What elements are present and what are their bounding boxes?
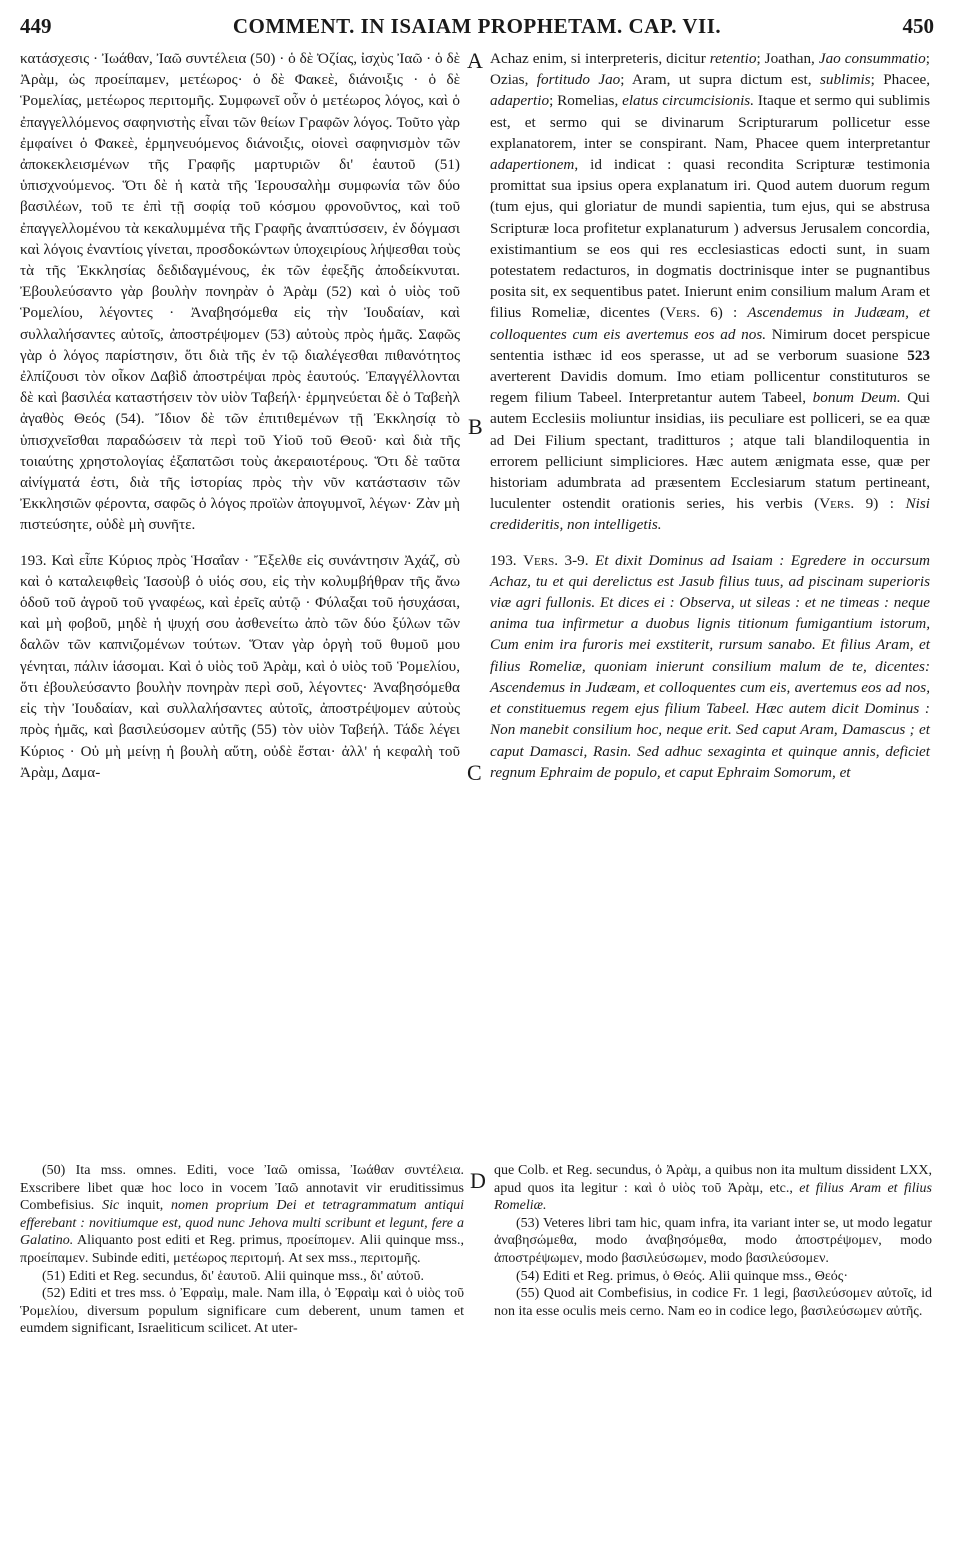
running-title: COMMENT. IN ISAIAM PROPHETAM. CAP. VII. [232, 14, 722, 38]
footnote-55: (55) Quod ait Combefisius, in codice Fr. 1 legi, βασιλεύσομεν αὐτοῖς, id non ita esse oculis meis cerno. Nam eo in codice lego, βασιλεύσωμεν αὐτῆς. [494, 1286, 932, 1319]
margin-marker-d: D [470, 1168, 486, 1193]
page-number-right: 450 [902, 14, 934, 38]
greek-paragraph-193: 193. Καὶ εἶπε Κύριος πρὸς Ἡσαΐαν · Ἔξελθε εἰς συνάντησιν Ἀχάζ, σὺ καὶ ὁ καταλειφθεὶς Ἰασοὺβ ὁ υἱός σου, εἰς τὴν κολυμβήθραν τῆς ἄνω ὁδοῦ τοῦ ἀγροῦ τοῦ γναφέως, καὶ ἐρεῖς αὐτῷ · Φύλαξαι τοῦ ἡσυχάσαι, καὶ μὴ φοβοῦ, μηδὲ ἡ ψυχή σου ἀσθενείτω ἀπὸ τῶν δύο ξύλων τῶν δαλῶν τῶν καπνιζομένων τούτων. Ὅταν γὰρ ὀργὴ τοῦ θυμοῦ μου γένηται, πάλιν ἰάσομαι. Καὶ ὁ υἱὸς τοῦ Ἀρὰμ, καὶ ὁ υἱὸς τοῦ Ῥομελίου, ὅτι ἐβουλεύσαντο βουλὴν πονηρὰν περὶ σοῦ, λέγοντες· Ἀναβησόμεθα εἰς τὴν Ἰουδαίαν, καὶ συλλαλήσαντες αὐτοῖς, ἀποστρέψομεν αὐτοὺς πρὸς ἡμᾶς, καὶ βασιλεύσομεν αὐτῆς (55) τὸν υἱὸν Ταβεήλ. Τάδε λέγει Κύριος · Οὐ μὴ μείνῃ ἡ βουλὴ αὕτη, οὐδὲ ἔσται· ἀλλ' ἡ κεφαλὴ τοῦ Ἀρὰμ, Δαμα- [20, 551, 460, 781]
footnote-52: (52) Editi et tres mss. ὁ Ἐφραὶμ, male. Nam illa, ὁ Ἐφραὶμ καὶ ὁ υἱὸς τοῦ Ῥομελίου, diversum populum significare cum deberent, unum tamen et eumdem significant, Israeliticum scilicet. At uter- [20, 1286, 464, 1337]
margin-marker-a: A [467, 48, 483, 73]
footnote-54: (54) Editi et Reg. primus, ὁ Θεός. Alii quinque mss., Θεός· [516, 1268, 848, 1284]
margin-marker-b: B [468, 414, 483, 439]
footnotes-right [494, 1162, 932, 1320]
footnote-51: (51) Editi et Reg. secundus, δι' ἑαυτοῦ. Alii quinque mss., δι' αὐτοῦ. [42, 1268, 424, 1284]
latin-column [490, 48, 930, 783]
footnotes-left [20, 1162, 464, 1338]
latin-paragraph-1: Achaz enim, si interpreteris, dicitur retentio; Joathan, Jao consummatio; Ozias, fortitudo Jao; Aram, ut supra dictum est, sublimis; Phacee, adapertio; Romelias, elatus circumcisionis. Itaque et sermo qui sublimis est, et sermo qui se divinarum Scripturarum pollicetur esse explanatorem, inter se conspirant. Nam, Phacee quem interpretantur adapertionem, id indicat : quasi recondita Scripturæ testimonia promittat sua ipsius opera explanatum iri. Quod autem duorum regum (tum ejus, qui gloriatur de mundi sapientia, tum ejus, qui se abstrusa Scripturæ loca profitetur explanaturum ) adversus Jerusalem concordia, existimantium se eos qui res ecclesiasticas edocti sunt, in suam potestatem redacturos, in dogmatis doctrinisque inter se pugnantibus posita sit, ex sequentibus patet. Inierunt enim consilium malum Aram et filius Romeliæ, dicentes (Vers. 6) : Ascendemus in Judæam, et colloquentes cum eis avertemus eos ad nos. Nimirum docet perspicue sententia isthæc id eos sperasse, ut ad se verborum suasione 523 averterent Davidis domum. Imo etiam pollicentur constituturos se regem filium Tabeel. Interpretantur autem Tabeel, bonum Deum. Qui autem Ecclesiis moliuntur insidias, iis peculiare est polliceri, se ea quæ ad Dei Filium spectant, traditturos ; atque tali blandiloquentia in errorem pelliciunt simpliciores. Hæc autem ænigmata esse, quæ per historiam adumbrata ad præsentem Ecclesiarum statum pertineant, luculenter ostendit orationis series, his verbis (Vers. 9) : Nisi credideritis, non intelligetis. [490, 50, 931, 534]
latin-paragraph-193: 193. Vers. 3-9. Et dixit Dominus ad Isaiam : Egredere in occursum Achaz, tu et qui derelictus est Jasub filius tuus, ad piscinam superioris viæ agri fullonis. Et dices ei : Observa, ut sileas : et ne timeas : neque anima tua infirmetur a duobus lignis titionum fumigantium istorum, Cum enim ira furoris mei exstiterit, rursum sanabo. Et filius Aram, et filius Romeliæ, quoniam inierunt consilium malum de te, dicentes: Ascendemus in Judæam, et colloquentes cum eis, avertemus eos ad nos, et constituemus regem ejus filium Tabeel. Hæc autem dicit Dominus : Non manebit consilium hoc, neque erit. Sed caput Aram, Damascus ; et caput Damasci, Rasin. Sed adhuc sexaginta et quinque annis, deficiet regnum Ephraim de populo, et caput Ephraim Somorum, et [490, 551, 931, 781]
page-header [20, 14, 934, 42]
greek-column [20, 48, 460, 783]
margin-marker-c: C [467, 760, 482, 785]
footnote-52-continued: que Colb. et Reg. secundus, ὁ Ἀρὰμ, a quibus non ita multum dissident LXX, apud quos ita legitur : καὶ ὁ υἱὸς τοῦ Ἀρὰμ, etc., et filius Aram et filius Romeliæ. [494, 1163, 932, 1214]
column-number: 523 [907, 346, 930, 364]
page-number-left: 449 [20, 14, 52, 38]
greek-paragraph-1: κατάσχεσις · Ἰωάθαν, Ἰαῶ συντέλεια (50) · ὁ δὲ Ὀζίας, ἰσχὺς Ἰαῶ · ὁ δὲ Ἀρὰμ, ὡς προείπαμεν, μετέωρος· ὁ δὲ Φακεὲ, διάνοιξις · ὁ δὲ Ῥομελίας, μετέωρος περιτομῆς. Συμφωνεῖ οὖν ὁ μετέωρος λόγος, καὶ ὁ ἐπαγγελλόμενος σαφηνιστὴς εἶναι τῶν θείων Γραφῶν λόγος. Τοῦτο γὰρ ἐμφαίνει ὁ Φακεὲ, ἑρμηνευόμενος διάνοιξις, οἱονεὶ σαφηνισμὸν τῶν ἀποκεκλεισμένων τῆς Γραφῆς μαρτυριῶν δι' ἑαυτοῦ (51) ὑπισχνούμενος. Ὅτι δὲ ἡ κατὰ τῆς Ἱερουσαλὴμ συμφωνία τῶν δύο βασιλέων, τοῦ τε ἐπὶ τῇ σοφίᾳ τοῦ κόσμου φρονοῦντος, καὶ τοῦ ἐπαγγελλομένου τὰ κεκαλυμμένα τῆς Γραφῆς ἀναπτύσσειν, ἐν δόγμασι καὶ λόγοις ἐναντίοις γίνεται, προσδοκώντων ὑποχειρίους λήψεσθαι τοὺς τὰ τῆς Ἐκκλησίας δεδιδαγμένους, ἐκ τῶν ἐφεξῆς ἀποδείκνυται. Ἐβουλεύσαντο γὰρ βουλὴν πονηρὰν ὁ Ἀρὰμ (52) καὶ ὁ υἱὸς τοῦ Ῥομελίου, λέγοντες · Ἀναβησόμεθα εἰς τὴν Ἰουδαίαν, καὶ συλλαλήσαντες αὐτοῖς, ἀποστρέψομεν (53) αὐτοὺς πρὸς ἡμᾶς. Σαφῶς γὰρ ὁ λόγος παρίστησιν, ὅτι διὰ τῆς ἐν τῷ διαλέγεσθαι πιθανότητος ἐλπίζουσι τὸν οἶκον Δαβὶδ ἀποστρέψαι πρὸς ἑαυτούς. Ἐπαγγέλλονται δὲ καὶ βασιλέα καταστήσειν τὸν υἱὸν Ταβεήλ· ἑρμηνεύεται δὲ ὁ Ταβεὴλ ἀγαθὸς Θεός (54). Ἴδιον δὲ τῶν ἐπιτιθεμένων τῇ Ἐκκλησίᾳ τὸ ὑπισχνεῖσθαι παραδώσειν τὰ περὶ τοῦ Υἱοῦ τοῦ Θεοῦ· καὶ διὰ τῆς τοιαύτης χρηστολογίας ἐξαπατῶσι τοὺς ἀκεραιοτέρους. Ὅτι δὲ ταῦτα αἰνίγματά ἐστι, διὰ τῆς ἱστορίας πρὸς τὴν νῦν κατάστασιν τῶν Ἐκκλησιῶν φέροντα, σαφῶς ὁ λόγος προϊὼν ἀπογυμνοῖ, λέγων· Ζὰν μὴ πιστεύσητε, οὐδὲ μὴ συνῆτε. [20, 50, 460, 534]
footnote-53: (53) Veteres libri tam hic, quam infra, ita variant inter se, ut modo legatur ἀναβησώμεθα, modo ἀναβησόμεθα, modo ἀποστρέψομεν, modo ἀποστρέψωμεν, modo βασιλεύσωμεν, modo βασιλεύσομεν. [494, 1215, 932, 1266]
footnote-50: (50) Ita mss. omnes. Editi, voce Ἰαῶ omissa, Ἰωάθαν συντέλεια. Exscribere libet quæ hoc loco in vocem Ἰαῶ annotavit vir eruditissimus Combefisius. Sic inquit, nomen proprium Dei et tetragrammatum antiqui efferebant : novitiumque est, quod nunc Jehova multi scribunt et legunt, fere a Galatino. Aliquanto post editi et Reg. primus, προείπομεν. Alii quinque mss., προείπαμεν. Subinde editi, μετέωρος περιτομή. At sex mss., περιτομῆς. [20, 1163, 464, 1266]
